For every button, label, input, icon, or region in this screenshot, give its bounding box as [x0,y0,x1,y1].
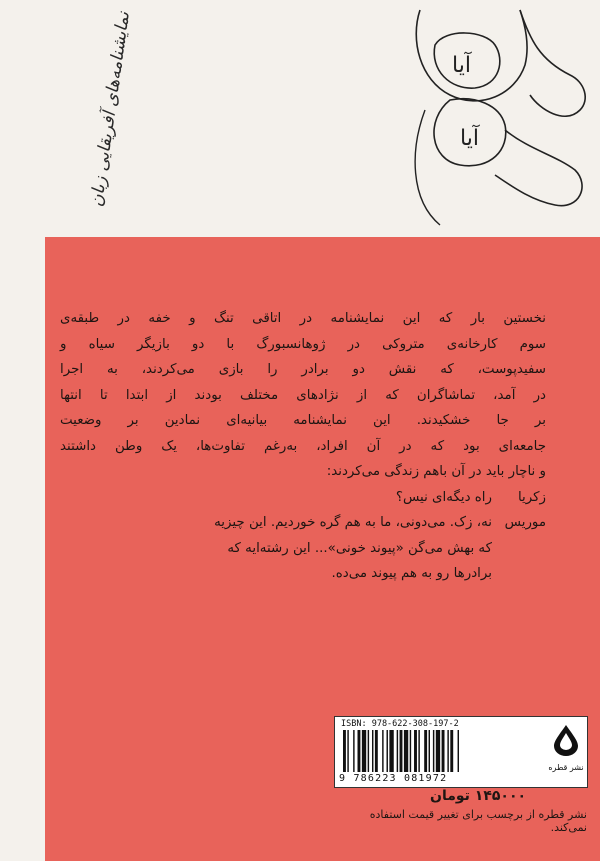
series-title: نمایشنامه‌های آفریقایی زبان [86,10,134,209]
publisher-name: نشر قطره [548,763,584,772]
publisher-logo [548,723,584,775]
blurb-line: در آمد، تماشاگران که از نژادهای مختلف بودند از ابتدا تا انتها [60,387,546,403]
droplet-logo-icon [551,723,581,757]
dialog-speaker: موریس [504,515,546,530]
blurb-line: سفیدپوست، که نقش دو برادر را بازی می‌کردند، به اجرا [60,362,546,377]
dialog-row [60,510,546,536]
blurb-line: سوم کارخانه‌ی متروکی در ژوهانسبورگ با دو بازیگر سیاه و [60,336,546,352]
mask-label-bottom: آیا [460,126,479,151]
isbn-text: ISBN: 978-622-308-197-2 [341,719,459,729]
dialog-excerpt [60,485,546,587]
mask-label-top: آیا [452,53,471,78]
price-notice: نشر قطره از برچسب برای تغییر قیمت استفاده نمی‌کند. [369,808,587,834]
blurb-line: و ناچار باید در آن باهم زندگی می‌کردند: [326,464,546,479]
blurb-line: بر جا خشکیدند. این نمایشنامه بیانیه‌ای نمادین بر وضعیت [60,413,546,428]
dialog-row [60,485,546,511]
dialog-row [60,536,546,562]
dialog-speaker [492,536,546,562]
barcode-icon [343,730,539,772]
back-cover-blurb [60,306,546,587]
price-label: ۱۴۵۰۰۰ تومان [430,788,527,804]
dialog-row [60,561,546,587]
dialog-speaker: زکریا [517,489,546,505]
blurb-line: جامعه‌ای بود که در آن افراد، به‌رغم تفاوت‌ها، یک وطن داشتند [60,438,546,454]
barcode-digits: 9 786223 081972 [339,773,448,784]
dialog-speech: که بهش می‌گن «پیوند خونی»... این رشته‌ایه که [227,540,492,556]
dialog-speech: برادرها رو به هم پیوند می‌ده. [331,566,492,581]
blurb-line: نخستین بار که این نمایشنامه در اتاقی تنگ و خفه در طبقه‌ی [60,311,546,326]
dialog-speech: نه، زک. می‌دونی، ما به هم گره خوردیم. این چیزیه [214,515,492,530]
dialog-speaker [492,561,546,587]
dialog-speech: راه دیگه‌ای نیس؟ [395,489,492,505]
theatre-masks-illustration [380,0,600,235]
